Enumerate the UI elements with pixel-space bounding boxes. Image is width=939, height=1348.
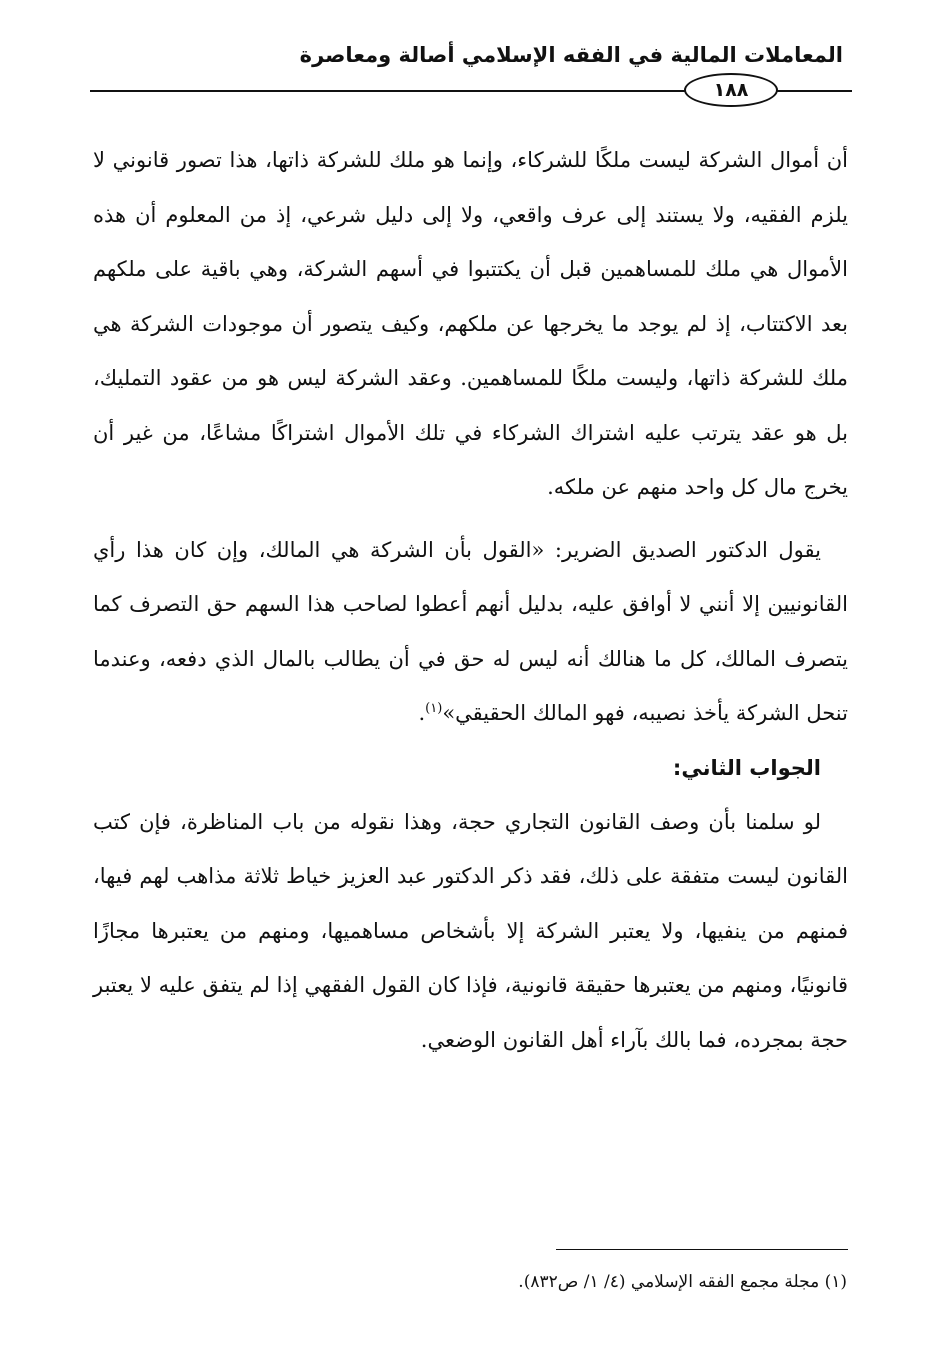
footnote-text: (١) مجلة مجمع الفقه الإسلامي (٤/ ١/ ص٨٣٢).	[518, 1272, 847, 1292]
paragraph-2-text: يقول الدكتور الصديق الضرير: «القول بأن الشركة هي المالك، وإن كان هذا رأي القانونيين إلا أنني لا أوافق عليه، بدليل أنهم أعطوا لصاحب هذا السهم حق التصرف كما يتصرف المالك، كل ما هنالك أنه ليس له حق في أن يطالب بالمال الذي دفعه، وعندما تنحل الشركة يأخذ نصيبه، فهو المالك الحقيقي»	[93, 537, 848, 725]
paragraph-1: أن أموال الشركة ليست ملكًا للشركاء، وإنما هو ملك للشركة ذاتها، هذا تصور قانوني لا يلزم الفقيه، ولا يستند إلى عرف واقعي، ولا إلى دليل شرعي، إذ من المعلوم أن هذه الأموال هي ملك للمساهمين قبل أن يكتتبوا في أسهم الشركة، وهي باقية على ملكهم بعد الاكتتاب، إذ لم يوجد ما يخرجها عن ملكهم، وكيف يتصور أن موجودات الشركة هي ملك للشركة ذاتها، وليست ملكًا للمساهمين. وعقد الشركة ليس هو من عقود التمليك، بل هو عقد يترتب عليه اشتراك الشركاء في تلك الأموال اشتراكًا مشاعًا، من غير أن يخرج مال كل واحد منهم عن ملكه.	[93, 148, 848, 499]
page-number: ١٨٨	[684, 73, 778, 107]
body-text	[93, 133, 848, 1067]
paragraph-2	[93, 523, 848, 741]
paragraph-2-end: .	[418, 701, 426, 725]
paragraph-3: لو سلمنا بأن وصف القانون التجاري حجة، وهذا نقوله من باب المناظرة، فإن كتب القانون ليست متفقة على ذلك، فقد ذكر الدكتور عبد العزيز خياط ثلاثة مذاهب لهم فيها، فمنهم من ينفيها، ولا يعتبر الشركة إلا بأشخاص مساهميها، ومنهم من يعتبرها مجازًا قانونيًا، ومنهم من يعتبرها حقيقة قانونية، فإذا كان القول الفقهي إذا لم يتفق عليه لا يعتبر حجة بمجرده، فما بالك بآراء أهل القانون الوضعي.	[93, 809, 848, 1052]
footnote-reference[interactable]: (١)	[425, 701, 443, 716]
section-heading: الجواب الثاني:	[672, 755, 821, 780]
running-header-title: المعاملات المالية في الفقه الإسلامي أصالة ومعاصرة	[299, 43, 843, 67]
footnote-rule	[556, 1249, 848, 1250]
